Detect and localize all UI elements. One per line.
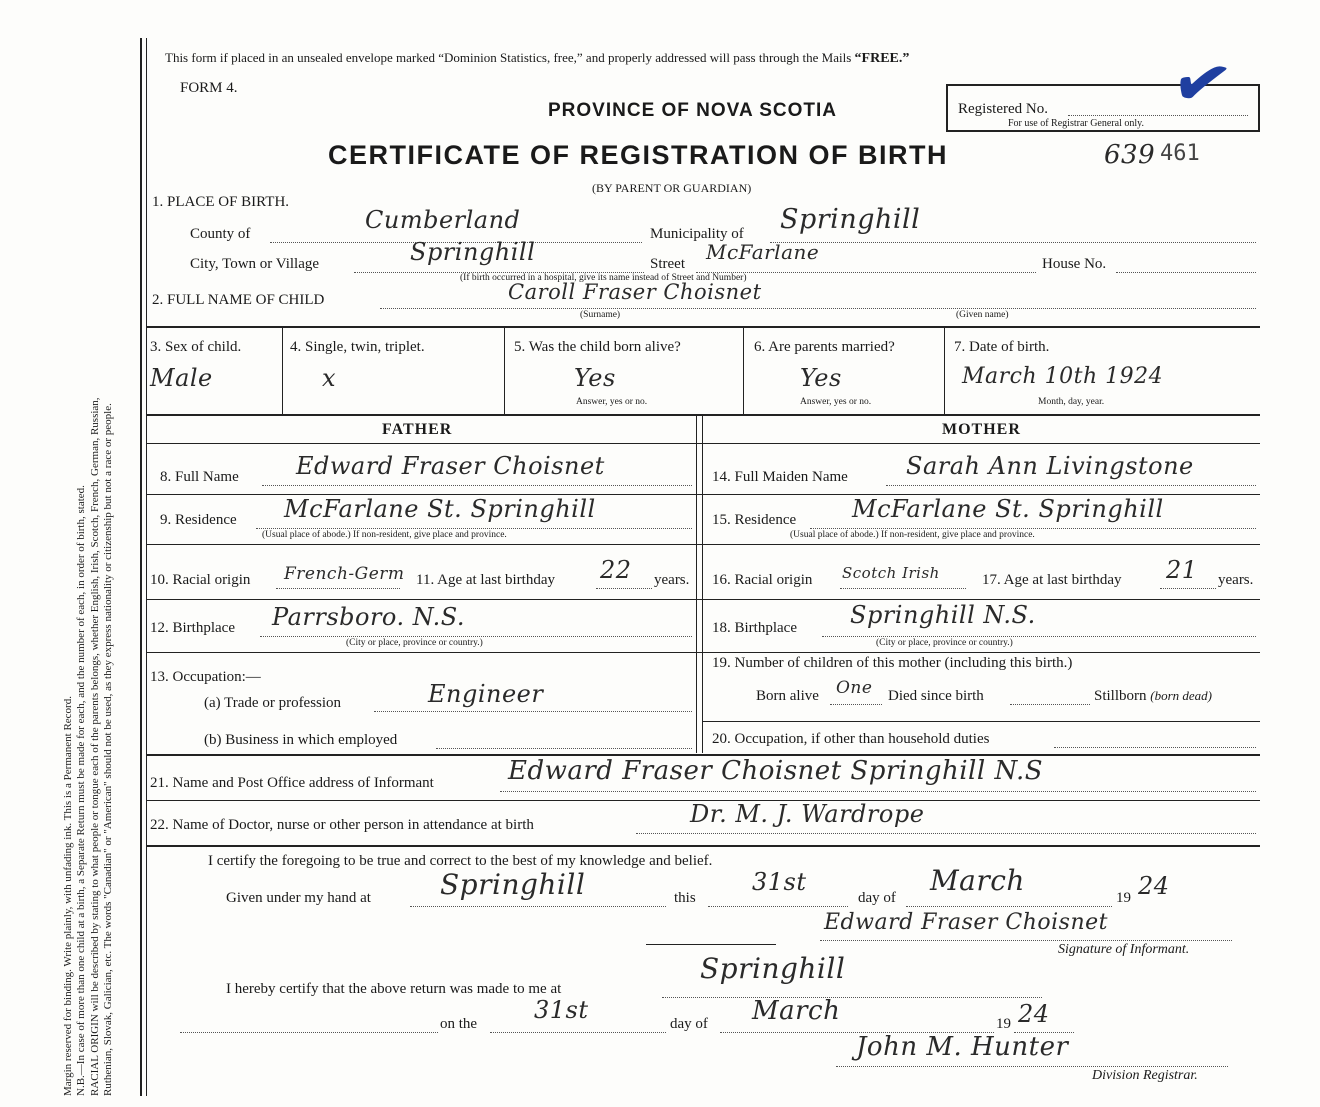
father-racial-origin-label: 10. Racial origin <box>150 572 251 588</box>
father-residence-value: McFarlane St. Springhill <box>284 495 596 523</box>
house-number-label: House No. <box>1042 256 1107 272</box>
informant-signature: Edward Fraser Choisnet <box>824 910 1109 935</box>
certify-statement: I certify the foregoing to be true and correct to the best of my knowledge and belief. <box>208 853 713 869</box>
father-residence-label: 9. Residence <box>160 512 237 528</box>
registrar-month-value: March <box>752 996 841 1026</box>
binding-margin-rule <box>140 38 142 1096</box>
certificate-subtitle: (BY PARENT OR GUARDIAN) <box>592 181 752 195</box>
informant-label: 21. Name and Post Office address of Informant <box>150 775 434 791</box>
city-label: City, Town or Village <box>190 256 320 272</box>
father-age-years: years. <box>654 572 690 588</box>
father-birthplace-value: Parrsboro. N.S. <box>272 603 466 631</box>
certify-day-of-label: day of <box>858 890 896 906</box>
born-alive-caption: Answer, yes or no. <box>576 397 648 407</box>
sex-label: 3. Sex of child. <box>150 339 242 355</box>
mother-heading: MOTHER <box>942 421 1021 438</box>
certificate-title: CERTIFICATE OF REGISTRATION OF BIRTH <box>328 140 948 170</box>
mother-name-value: Sarah Ann Livingstone <box>906 452 1194 480</box>
parents-married-caption: Answer, yes or no. <box>800 397 872 407</box>
binding-margin-rule-inner <box>146 38 147 1096</box>
registrar-day-value: 31st <box>534 996 589 1024</box>
date-of-birth-caption: Month, day, year. <box>1038 397 1105 407</box>
mother-abode-caption: (Usual place of abode.) If non-resident, give place and province. <box>790 530 1035 540</box>
mother-age-years: years. <box>1218 572 1254 588</box>
registered-no-label: Registered No. <box>958 101 1048 117</box>
mother-name-label: 14. Full Maiden Name <box>712 469 848 485</box>
father-name-label: 8. Full Name <box>160 469 239 485</box>
father-heading: FATHER <box>382 421 453 438</box>
handwritten-number: 639 <box>1104 140 1156 170</box>
municipality-label: Municipality of <box>650 226 744 242</box>
province-title: PROVINCE OF NOVA SCOTIA <box>548 100 838 121</box>
father-racial-origin-value: French-Germ <box>284 564 405 584</box>
informant-signature-caption: Signature of Informant. <box>1058 942 1190 957</box>
father-business-label: (b) Business in which employed <box>204 732 398 748</box>
mother-residence-label: 15. Residence <box>712 512 797 528</box>
stamped-number: 461 <box>1160 141 1200 166</box>
margin-instructions <box>62 397 116 1096</box>
date-of-birth-value: March 10th 1924 <box>962 364 1164 389</box>
place-of-birth-label: 1. PLACE OF BIRTH. <box>152 194 290 210</box>
parents-married-question: 6. Are parents married? <box>754 339 895 355</box>
on-the-label: on the <box>440 1016 478 1032</box>
margin-line-4: Ruthenian, Slovak, Galician, etc. The words "Canadian" or "American" should not be used, as they express nationality or citizenship but not a race or people. <box>102 403 115 1096</box>
children-count-label: 19. Number of children of this mother (including this birth.) <box>712 655 1073 671</box>
registrar-signature-caption: Division Registrar. <box>1092 1068 1198 1083</box>
mother-age-value: 21 <box>1166 556 1198 584</box>
street-label: Street <box>650 256 685 272</box>
mother-racial-origin-label: 16. Racial origin <box>712 572 813 588</box>
margin-line-3: RACIAL ORIGIN will be described by stating to what people or tongue each of the parents belongs, whether English, Irish, Scotch, French, German, Russian, <box>88 397 101 1096</box>
mother-racial-origin-value: Scotch Irish <box>842 564 940 582</box>
surname-caption: (Surname) <box>580 310 621 320</box>
check-mark-icon: ✔ <box>1164 40 1239 129</box>
given-name-caption: (Given name) <box>956 310 1009 320</box>
mother-birthplace-caption: (City or place, province or country.) <box>876 638 1013 648</box>
registrar-year-prefix: 19 <box>996 1016 1011 1032</box>
stillborn-label <box>1094 688 1212 705</box>
given-under-label: Given under my hand at <box>226 890 371 906</box>
certify-day-value: 31st <box>752 868 807 896</box>
given-place-value: Springhill <box>440 868 586 901</box>
registrar-signature: John M. Hunter <box>856 1032 1069 1062</box>
doctor-value: Dr. M. J. Wardrope <box>690 800 925 828</box>
father-age-label: 11. Age at last birthday <box>416 572 555 588</box>
form-number: FORM 4. <box>180 80 238 96</box>
registrar-day-of-label: day of <box>670 1016 708 1032</box>
hospital-note: (If birth occurred in a hospital, give its name instead of Street and Number) <box>460 273 747 283</box>
father-birthplace-caption: (City or place, province or country.) <box>346 638 483 648</box>
registrar-place-value: Springhill <box>700 952 846 985</box>
father-birthplace-label: 12. Birthplace <box>150 620 235 636</box>
mother-occupation-label: 20. Occupation, if other than household duties <box>712 731 990 747</box>
father-abode-caption: (Usual place of abode.) If non-resident, give place and province. <box>262 530 507 540</box>
certify-year-value: 24 <box>1138 872 1170 900</box>
father-name-value: Edward Fraser Choisnet <box>296 452 605 480</box>
parents-married-value: Yes <box>800 364 842 392</box>
stillborn-note: (born dead) <box>1150 688 1213 703</box>
certify-month-value: March <box>930 864 1025 897</box>
sex-value: Male <box>150 364 213 392</box>
twin-value: x <box>322 364 337 392</box>
born-alive-question: 5. Was the child born alive? <box>514 339 681 355</box>
this-label: this <box>674 890 696 906</box>
city-value: Springhill <box>410 238 536 266</box>
father-occupation-label: 13. Occupation:— <box>150 669 261 685</box>
municipality-value: Springhill <box>780 204 921 235</box>
doctor-label: 22. Name of Doctor, nurse or other person in attendance at birth <box>150 817 534 833</box>
registrar-statement: I hereby certify that the above return was made to me at <box>226 981 562 997</box>
date-of-birth-label: 7. Date of birth. <box>954 339 1050 355</box>
mother-age-label: 17. Age at last birthday <box>982 572 1122 588</box>
born-alive-count-value: One <box>836 678 873 698</box>
child-name-value: Caroll Fraser Choisnet <box>508 280 762 304</box>
died-since-birth-label: Died since birth <box>888 688 984 704</box>
registered-no-note: For use of Registrar General only. <box>1008 118 1144 129</box>
county-label: County of <box>190 226 251 242</box>
mother-birthplace-label: 18. Birthplace <box>712 620 797 636</box>
child-name-label: 2. FULL NAME OF CHILD <box>152 292 325 308</box>
born-alive-count-label: Born alive <box>756 688 819 704</box>
born-alive-value: Yes <box>574 364 616 392</box>
certify-year-prefix: 19 <box>1116 890 1131 906</box>
county-value: Cumberland <box>365 206 521 234</box>
father-trade-label: (a) Trade or profession <box>204 695 342 711</box>
father-age-value: 22 <box>600 556 632 584</box>
twin-label: 4. Single, twin, triplet. <box>290 339 425 355</box>
street-value: McFarlane <box>706 240 820 264</box>
father-trade-value: Engineer <box>428 680 544 708</box>
registrar-year-value: 24 <box>1018 1000 1050 1028</box>
mail-notice: This form if placed in an unsealed envelope marked “Dominion Statistics, free,” and properly addressed will pass through the Mails “FREE.” <box>165 50 910 66</box>
stillborn-label-text: Stillborn <box>1094 688 1147 704</box>
mother-residence-value: McFarlane St. Springhill <box>852 495 1164 523</box>
margin-line-2: N.B.—In case of more than one child at a birth, a Separate Return must be made for each, and the number of each, in order of birth, stated. <box>75 485 88 1096</box>
informant-value: Edward Fraser Choisnet Springhill N.S <box>508 756 1044 786</box>
mother-birthplace-value: Springhill N.S. <box>850 601 1036 629</box>
margin-line-1: Margin reserved for binding. Write plainly, with unfading ink. This is a Permanent Record. <box>62 696 74 1096</box>
